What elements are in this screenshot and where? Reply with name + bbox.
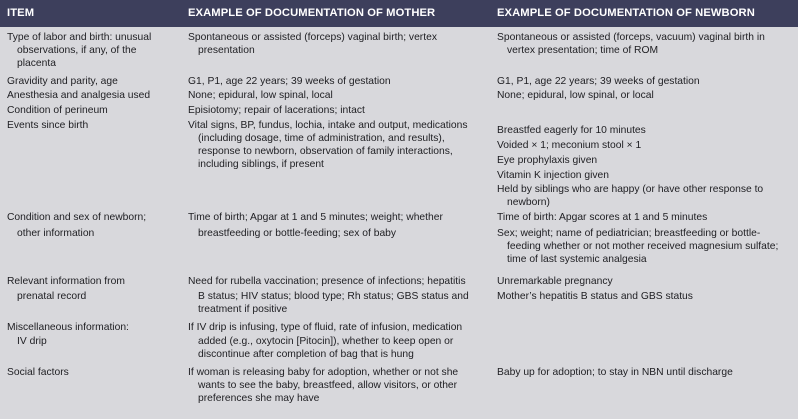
- newborn-cell: Spontaneous or assisted (forceps, vacuum) vaginal birth in vertex presentation; time of ROM: [497, 32, 765, 56]
- item-cell: Condition of perineum: [7, 105, 108, 116]
- mother-cell: If woman is releasing baby for adoption, whether or not she wants to see the baby, breastfeed, allow visitors, or other preferences she may have: [188, 367, 459, 404]
- mother-cell: G1, P1, age 22 years; 39 weeks of gestation: [188, 76, 391, 87]
- mother-cell: None; epidural, low spinal, local: [188, 90, 333, 101]
- newborn-cell: Unremarkable pregnancy Mother’s hepatitis B status and GBS status: [497, 276, 693, 302]
- item-cell: Miscellaneous information: IV drip: [7, 322, 129, 347]
- item-cell: Social factors: [7, 367, 69, 378]
- table-header: [0, 0, 798, 27]
- item-cell: Events since birth: [7, 120, 89, 131]
- item-cell: Type of labor and birth: unusual observations, if any, of the placenta: [7, 32, 152, 69]
- item-cell: Condition and sex of newborn; other information: [7, 212, 147, 239]
- newborn-cell: G1, P1, age 22 years; 39 weeks of gestation: [497, 76, 700, 87]
- header-newborn: EXAMPLE OF DOCUMENTATION OF NEWBORN: [497, 7, 755, 19]
- mother-cell: Spontaneous or assisted (forceps) vaginal birth; vertex presentation: [188, 32, 437, 56]
- item-cell: Gravidity and parity, age: [7, 76, 118, 87]
- item-cell: Anesthesia and analgesia used: [7, 90, 151, 101]
- mother-cell: Episiotomy; repair of lacerations; intact: [188, 105, 365, 116]
- mother-cell: Vital signs, BP, fundus, lochia, intake and output, medications (including dosage, time of administration, and results), response to newborn, observation of family interactions, including siblings, if present: [188, 120, 468, 170]
- item-cell: Relevant information from prenatal record: [7, 276, 125, 302]
- header-item: ITEM: [7, 7, 35, 19]
- newborn-cell: Breastfed eagerly for 10 minutes Voided × 1; meconium stool × 1 Eye prophylaxis given Vitamin K injection given Held by siblings who are happy (or have other response to newborn): [497, 125, 764, 208]
- mother-cell: If IV drip is infusing, type of fluid, rate of infusion, medication added (e.g., oxytocin [Pitocin]), whether to keep open or discontinue after completion of bag that is hung: [188, 322, 463, 360]
- newborn-cell: None; epidural, low spinal, or local: [497, 90, 654, 101]
- mother-cell: Time of birth; Apgar at 1 and 5 minutes; weight; whether breastfeeding or bottle-feeding; sex of baby: [188, 212, 443, 239]
- newborn-cell: Time of birth: Apgar scores at 1 and 5 minutes Sex; weight; name of pediatrician; breastfeeding or bottle- feeding whether or not mother received magnesium sulfate; time of last systemic analgesia: [497, 212, 779, 265]
- mother-cell: Need for rubella vaccination; presence of infections; hepatitis B status; HIV status; blood type; Rh status; GBS status and treatment if positive: [188, 276, 469, 315]
- header-mother: EXAMPLE OF DOCUMENTATION OF MOTHER: [188, 7, 436, 19]
- newborn-cell: Baby up for adoption; to stay in NBN until discharge: [497, 367, 733, 378]
